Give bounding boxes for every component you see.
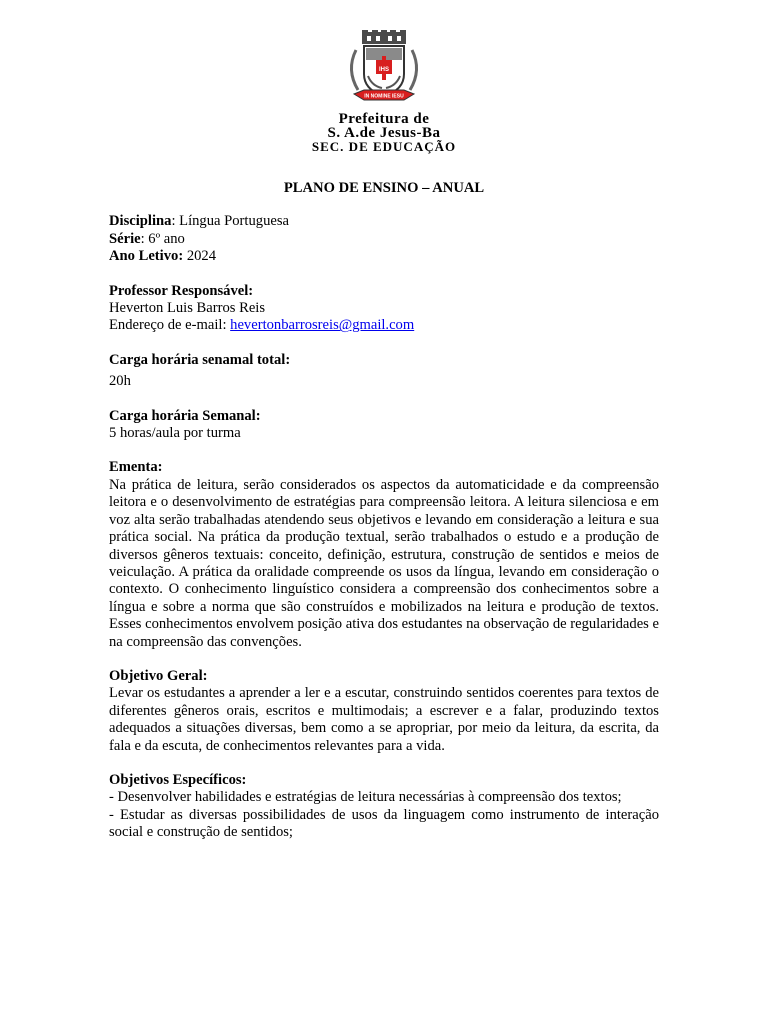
- ementa-heading: Ementa:: [109, 459, 163, 476]
- carga-semanal-value: 5 horas/aula por turma: [109, 425, 241, 442]
- document-title: PLANO DE ENSINO – ANUAL: [283, 180, 485, 196]
- carga-semanal-heading: Carga horária Semanal:: [109, 407, 261, 424]
- carga-total-heading: Carga horária senamal total:: [109, 351, 291, 368]
- objetivo-especifico-item: - Desenvolver habilidades e estratégias de leitura necessárias à compreensão dos textos;: [109, 789, 622, 806]
- document-body: [109, 180, 659, 842]
- serie-value: : 6º ano: [140, 230, 185, 247]
- professor-heading: Professor Responsável:: [109, 282, 254, 299]
- serie-line: [109, 231, 659, 248]
- coat-of-arms-logo: [342, 30, 426, 106]
- professor-name: Heverton Luis Barros Reis: [109, 300, 266, 317]
- serie-label: Série: [109, 230, 141, 247]
- email-label: Endereço de e-mail:: [109, 317, 231, 334]
- ano-letivo-line: [109, 248, 659, 265]
- email-link[interactable]: hevertonbarrosreis@gmail.com: [230, 317, 415, 334]
- disciplina-label: Disciplina: [109, 213, 172, 230]
- header-line-3: SEC. DE EDUCAÇÃO: [311, 139, 457, 154]
- objetivo-geral-heading: Objetivo Geral:: [109, 667, 208, 684]
- header-line-1: Prefeitura de: [338, 111, 430, 127]
- svg-text:IN NOMINE IESU: IN NOMINE IESU: [364, 93, 404, 100]
- header: [0, 30, 768, 154]
- email-line: [109, 317, 659, 334]
- svg-text:IHS: IHS: [378, 67, 390, 73]
- header-line-2: S. A.de Jesus-Ba: [327, 125, 441, 141]
- objetivo-geral-text: Levar os estudantes a aprender a ler e a escutar, construindo sentidos coerentes para textos de diferentes gêneros orais, escritos e multimodais; a escrever e a falar, produzindo textos adequados a situações diversas, bem como a se apropriar, por meio da leitura, da escrita, da fala e da escuta, de conhecimentos relevantes para a vida.: [109, 685, 659, 754]
- prefeitura-block: [0, 112, 768, 154]
- ano-letivo-value: 2024: [183, 248, 217, 265]
- carga-total-value: 20h: [109, 373, 131, 390]
- ano-letivo-label: Ano Letivo:: [109, 248, 184, 265]
- ementa-text: Na prática de leitura, serão considerados os aspectos da automaticidade e da compreensão leitora e o desenvolvimento de estratégias para compreensão leitora. A leitura silenciosa e em voz alta serão trabalhadas atendendo seus objetivos e levando em consideração a leitura e sua prática social. Na prática da produção textual, serão trabalhados o estudo e a produção de diversos gêneros textuais: conceito, definição, estrutura, construção de sentidos e meios de veiculação. A prática da oralidade compreende os usos da língua, levando em consideração o contexto. O conhecimento linguístico considera a compreensão dos conhecimentos sobre a língua e sobre a norma que são construídos e mobilizados na leitura e produção de textos. Esses conhecimentos envolvem posição ativa dos estudantes na observação de regularidades e na compreensão das convenções.: [109, 476, 659, 650]
- objetivos-especificos-heading: Objetivos Específicos:: [109, 771, 247, 788]
- objetivo-especifico-item: - Estudar as diversas possibilidades de usos da linguagem como instrumento de interação social e construção de sentidos;: [109, 806, 659, 841]
- disciplina-line: [109, 213, 659, 230]
- disciplina-value: : Língua Portuguesa: [171, 213, 289, 230]
